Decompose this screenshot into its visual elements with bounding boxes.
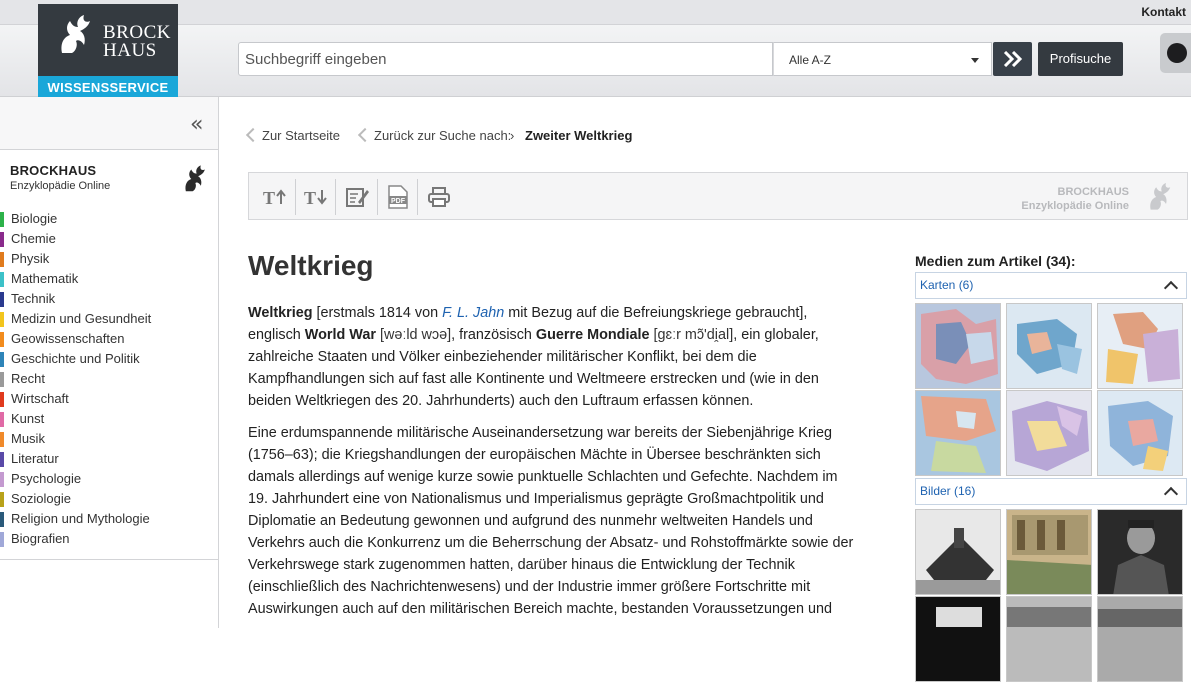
profisuche-button[interactable]: Profisuche [1038, 42, 1123, 76]
sidebar-item-psychologie[interactable] [0, 469, 218, 489]
chevron-up-icon [1164, 281, 1178, 295]
griffin-watermark-icon [1145, 181, 1173, 213]
logo-wordmark: BROCK HAUS [103, 22, 171, 61]
category-color-marker [0, 232, 4, 247]
sidebar-collapse-bar [0, 97, 218, 150]
sidebar-item-label: Musik [11, 431, 45, 446]
svg-text:T: T [263, 188, 276, 207]
toolbar-brand: BROCKHAUS Enzyklopädie Online [1021, 186, 1129, 212]
article-paragraph: Eine erdumspannende militärische Auseinandersetzung war bereits der Siebenjährige Krieg (1756–63); die Kriegshandlungen der europäischen Mächte in Übersee beschränkten sich damals allerdings auf wenige kurze sowie punktuelle Schlachten und Gefechte. Nachdem im 19. Jahrhundert eine von Nationalismus und Imperialismus geprägte Großmachtpolitik und Diplomatie an Bedeutung gewonnen und aufgrund des nunmehr weltweiten Handels und Verkehrs auch die Konkurrenz um die Beherrschung der Absatz- und Rohstoffmärkte sowie der Verkehrswege stark zugenommen hatten, darüber hinaus die Entwicklung der Technik (einschließlich des Nachrichtenwesens) und der Industrie immer größere Fortschritte mit Auswirkungen auch auf den militärischen Bereich machte, bestanden Voraussetzungen und [248, 425, 854, 617]
sidebar-item-geschichte-und-politik[interactable] [0, 349, 218, 369]
maps-accordion-label: Karten (6) [920, 278, 974, 292]
category-color-marker [0, 212, 4, 227]
font-smaller-icon [304, 187, 328, 207]
category-color-marker [0, 392, 4, 407]
sidebar-divider [0, 559, 218, 560]
sidebar-item-literatur[interactable] [0, 449, 218, 469]
media-heading: Medien zum Artikel (34): [915, 253, 1076, 269]
font-larger-button[interactable] [249, 179, 296, 215]
image-thumbnail[interactable] [1006, 509, 1092, 595]
sidebar-item-chemie[interactable] [0, 229, 218, 249]
sidebar-item-geowissenschaften[interactable] [0, 329, 218, 349]
sidebar-item-biologie[interactable] [0, 209, 218, 229]
map-thumbnail[interactable] [1006, 390, 1092, 476]
brockhaus-logo[interactable] [38, 4, 178, 76]
sidebar [0, 97, 219, 628]
image-thumbnail[interactable] [1097, 596, 1183, 682]
griffin-icon [180, 164, 208, 194]
map-thumbnail[interactable] [915, 390, 1001, 476]
griffin-logo-icon [54, 13, 94, 57]
map-thumbnail[interactable] [1006, 303, 1092, 389]
images-accordion-label: Bilder (16) [920, 484, 976, 498]
image-thumbnail[interactable] [915, 596, 1001, 682]
search-input[interactable]: Suchbegriff eingeben [238, 42, 773, 76]
category-color-marker [0, 312, 4, 327]
category-color-marker [0, 452, 4, 467]
search-submit-button[interactable] [993, 42, 1032, 76]
sidebar-item-physik[interactable] [0, 249, 218, 269]
sidebar-item-label: Chemie [11, 231, 56, 246]
sidebar-item-label: Wirtschaft [11, 391, 69, 406]
font-larger-icon [263, 187, 287, 207]
article-paragraph: Weltkrieg [erstmals 1814 von F. L. Jahn mit Bezug auf die Befreiungskriege gebraucht], englisch World War [wəːld wɔə], französisch Guerre Mondiale [gɛːr mɔ̃'di̯al], ein globaler, zahlreiche Staaten und Völker einbeziehender militärischer Konflikt, bei dem die Kampfhandlungen sich auf fast alle Kontinente und Weltmeere erstrecken und (wie in den beiden Weltkriegen des 20. Jahrhunderts) auch den Luftraum erfassen können. [248, 305, 819, 409]
sidebar-item-label: Recht [11, 371, 45, 386]
images-accordion[interactable] [915, 478, 1187, 505]
wissensservice-ribbon: WISSENSSERVICE [38, 76, 178, 100]
image-thumbnail[interactable] [1006, 596, 1092, 682]
category-color-marker [0, 272, 4, 287]
double-chevron-right-icon [1003, 51, 1023, 67]
breadcrumb-home-link[interactable]: Zur Startseite [248, 128, 340, 143]
category-color-marker [0, 352, 4, 367]
sidebar-item-soziologie[interactable] [0, 489, 218, 509]
chevron-down-icon [971, 58, 979, 63]
print-button[interactable] [418, 179, 458, 215]
top-bar [0, 0, 1191, 25]
sidebar-item-kunst[interactable] [0, 409, 218, 429]
print-icon [428, 187, 450, 207]
sidebar-item-biografien[interactable] [0, 529, 218, 549]
font-smaller-button[interactable] [296, 179, 336, 215]
sidebar-item-label: Religion und Mythologie [11, 511, 150, 526]
author-link[interactable]: F. L. Jahn [442, 305, 505, 321]
category-color-marker [0, 252, 4, 267]
sidebar-item-medizin-und-gesundheit[interactable] [0, 309, 218, 329]
media-panel [915, 253, 1187, 498]
search-scope-select[interactable] [773, 42, 992, 76]
sidebar-brand-subtitle: Enzyklopädie Online [10, 180, 111, 192]
user-account-button[interactable] [1160, 33, 1191, 73]
svg-text:T: T [304, 188, 317, 207]
category-color-marker [0, 332, 4, 347]
sidebar-item-label: Geschichte und Politik [11, 351, 140, 366]
sidebar-item-label: Geowissenschaften [11, 331, 125, 346]
cite-icon [346, 186, 370, 208]
sidebar-item-label: Medizin und Gesundheit [11, 311, 152, 326]
sidebar-brand [10, 163, 110, 192]
category-color-marker [0, 532, 4, 547]
sidebar-item-label: Biografien [11, 531, 70, 546]
image-thumbnail[interactable] [1097, 509, 1183, 595]
map-thumbnail[interactable] [915, 303, 1001, 389]
sidebar-item-label: Biologie [11, 211, 58, 226]
article-body [248, 302, 860, 630]
sidebar-brand-title: BROCKHAUS [10, 163, 97, 178]
pdf-button[interactable] [378, 179, 418, 215]
map-thumbnail[interactable] [1097, 390, 1183, 476]
category-list [0, 209, 218, 549]
pdf-icon [388, 185, 408, 209]
cite-button[interactable] [336, 179, 378, 215]
chevron-left-icon [358, 128, 372, 142]
sidebar-item-musik[interactable] [0, 429, 218, 449]
sidebar-item-label: Technik [11, 291, 56, 306]
sidebar-item-wirtschaft[interactable] [0, 389, 218, 409]
sidebar-item-label: Soziologie [11, 491, 71, 506]
category-color-marker [0, 292, 4, 307]
map-thumbnail[interactable] [1097, 303, 1183, 389]
breadcrumb-back-link[interactable]: Zurück zur Suche nach: [360, 128, 511, 143]
article-title: Weltkrieg [248, 250, 374, 281]
breadcrumb-separator-icon: › [510, 128, 515, 143]
category-color-marker [0, 412, 4, 427]
sidebar-item-religion-und-mythologie[interactable] [0, 509, 218, 529]
breadcrumb-current[interactable]: Zweiter Weltkrieg [525, 128, 633, 143]
sidebar-item-label: Physik [11, 251, 50, 266]
sidebar-item-technik[interactable] [0, 289, 218, 309]
article-toolbar [248, 172, 1188, 220]
image-thumbnail[interactable] [915, 509, 1001, 595]
contact-link[interactable]: Kontakt [1141, 5, 1186, 19]
category-color-marker [0, 492, 4, 507]
category-color-marker [0, 512, 4, 527]
search-scope-value: Alle A-Z [789, 53, 832, 67]
chevron-up-icon [1164, 487, 1178, 501]
sidebar-item-label: Psychologie [11, 471, 82, 486]
sidebar-item-label: Kunst [11, 411, 45, 426]
maps-accordion[interactable] [915, 272, 1187, 299]
svg-text:PDF: PDF [391, 198, 405, 205]
category-color-marker [0, 432, 4, 447]
sidebar-item-label: Literatur [11, 451, 59, 466]
sidebar-item-mathematik[interactable] [0, 269, 218, 289]
sidebar-item-label: Mathematik [11, 271, 79, 286]
category-color-marker [0, 472, 4, 487]
chevron-left-icon [246, 128, 260, 142]
collapse-sidebar-icon[interactable]: « [190, 112, 204, 137]
sidebar-item-recht[interactable] [0, 369, 218, 389]
category-color-marker [0, 372, 4, 387]
